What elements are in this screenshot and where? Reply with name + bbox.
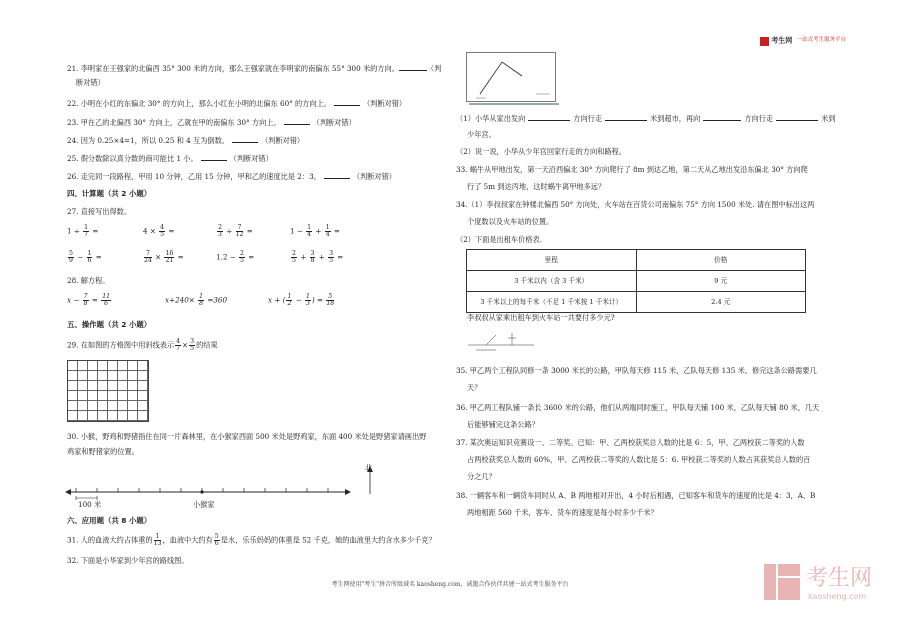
question-37-c: 分之几？ xyxy=(467,472,496,481)
q29-text-b: 的结果 xyxy=(196,340,218,350)
q23-text: 23. 甲在乙的北偏西 30° 方向上，乙就在甲的南偏东 30° 方向上。 xyxy=(67,118,281,127)
monkey-home-label: 小猴家 xyxy=(193,500,215,509)
answer-blank[interactable] xyxy=(284,117,310,125)
calc-item: $\frac{7}{24}$ × $\frac{16}{21}$ = xyxy=(144,250,184,265)
answer-blank[interactable] xyxy=(605,113,647,121)
scale-label: 100 米 xyxy=(78,500,102,509)
left-arrow-icon xyxy=(65,489,71,495)
question-34-a: 34.（1）李叔叔家在钟楼北偏西 50° 方向处，火车站在百货公司南偏东 75° 方向 1500 米处. 请在图中标出这两 xyxy=(456,200,815,209)
q25-tail: （判断对错） xyxy=(229,154,273,163)
question-28: 28. 解方程。 xyxy=(67,276,110,285)
equation-2: x+240× $\frac{1}{8}$ =360 xyxy=(165,293,228,308)
question-37-a: 37. 某次奥运知识竞赛设一、二等奖。已知：甲、乙两校获奖总人数的比是 6：5，甲、乙两校获二等奖的人数 xyxy=(456,438,805,447)
answer-blank[interactable] xyxy=(399,63,427,71)
table-cell: 9 元 xyxy=(636,271,806,292)
question-29: 29. 在如图的方格图中用斜线表示 $\frac{4}{7}$ × $\frac{3}{5}$ 的结果 xyxy=(67,338,218,353)
brand-logo-icon xyxy=(762,562,802,602)
map-sketch xyxy=(466,329,536,355)
question-26 xyxy=(67,171,396,182)
question-35-a: 35. 甲乙两个工程队同修一条 3000 米长的公路，甲队每天修 115 米，乙队每天修 135 米，修完这条公路需要几 xyxy=(456,366,817,375)
answer-blank[interactable] xyxy=(201,153,227,161)
question-38-b: 两地相距 560 千米，客车、货车的速度是每小时多少千米？ xyxy=(467,508,658,517)
question-24 xyxy=(67,135,304,146)
equation-3: x + ( $\frac{1}{2}$ − $\frac{1}{3}$ ) = $\frac{5}{18}$ xyxy=(268,293,335,308)
q32-1d: 方向行走 xyxy=(744,114,774,123)
question-30-a: 30. 小猴，野鸡和野猪指住在同一片森林里，在小猴家西面 500 米处是野鸡家，东面 400 米处是野猪家请画出野 xyxy=(67,432,427,441)
question-34-3: 李叔叔从家乘出租车到火车站一共要付多少元? xyxy=(467,313,615,322)
table-cell: 3 千米以内（含 3 千米） xyxy=(467,271,637,292)
calc-item: $\frac{5}{9}$ − $\frac{1}{6}$ = xyxy=(69,250,102,265)
q32-1e: 米到 xyxy=(821,114,836,123)
section-4-title: 四、计算题（共 2 小题） xyxy=(67,189,152,198)
q32-1c: 米到超市，再向 xyxy=(650,114,701,123)
calc-item: 1 ÷ $\frac{1}{7}$ = xyxy=(67,224,99,239)
question-31: 31. 人的血液大约占体重的 $\frac{1}{13}$ ，血液中大约有 $\frac{5}{6}$ 是水，乐乐妈妈的体重是 52 千克，她的血液里大约含水多少千克？ xyxy=(67,533,436,548)
logo-mark-icon xyxy=(760,37,769,46)
q21-tail2: 断对错） xyxy=(76,78,105,87)
q24-text: 24. 因为 0.25×4=1，所以 0.25 和 4 互为倒数。 xyxy=(67,136,229,145)
calc-item: 4 × $\frac{4}{5}$ = xyxy=(143,224,175,239)
q24-tail: （判断对错） xyxy=(260,136,305,145)
question-33-a: 33. 蜗牛从甲地出发，第一天沿西偏北 30° 方向爬行了 8m 到达乙地，第二天从乙地出发沿东偏北 30° 方向爬 xyxy=(456,165,808,174)
q21-text: 21. 李明家在王强家的北偏西 35° 300 米的方向，那么王强家就在李明家的南偏东 55° 300 米的方向。 xyxy=(67,64,399,73)
table-row xyxy=(467,292,806,313)
q26-tail: （判断对错） xyxy=(352,172,396,181)
question-33-b: 行了 5m 到达丙地，这时蜗牛离甲地多远？ xyxy=(467,182,606,191)
question-38-a: 38. 一辆客车和一辆货车同时从 A、B 两地相对开出，4 小时后相遇，已知客车和货车的速度的比是 4：3，A、B xyxy=(456,491,816,500)
q21-tail: （判 xyxy=(426,64,442,73)
question-25 xyxy=(67,153,273,164)
table-header-cell: 价格 xyxy=(636,250,806,271)
header-logo xyxy=(760,36,846,46)
question-27: 27. 直接写出得数。 xyxy=(67,207,132,216)
q31-text-b: ，血液中大约有 xyxy=(162,535,213,545)
question-34-2: （2）下面是出租车价格表. xyxy=(456,235,542,244)
q22-text: 22. 小明在小红的东偏北 30° 的方向上，那么小红在小明的北偏东 60° 的方向上。 xyxy=(67,99,331,108)
question-32: 32. 下面是小华家到少年宫的路线图。 xyxy=(67,556,189,565)
q23-tail: （判断对错） xyxy=(312,118,356,127)
brand-cn: 考生网 xyxy=(806,566,873,591)
calc-item: $\frac{2}{5}$ + $\frac{3}{8}$ + $\frac{3}{5}$ = xyxy=(292,250,344,265)
equation-1: x − $\frac{7}{8}$ = $\frac{11}{6}$ xyxy=(67,293,111,308)
question-30-b: 鸡家和野猪家的位置。 xyxy=(67,447,139,456)
q26-text: 26. 走完同一段路程，甲用 10 分钟，乙用 15 分钟，甲和乙的速度比是 2：3。 xyxy=(67,172,321,181)
question-32-1 xyxy=(456,113,836,124)
answer-blank[interactable] xyxy=(703,113,741,121)
right-arrow-icon xyxy=(345,489,351,495)
route-diagram xyxy=(466,52,556,102)
q31-text-c: 是水，乐乐妈妈的体重是 52 千克，她的血液里大约含水多少千克？ xyxy=(220,535,436,545)
fare-table xyxy=(466,249,806,313)
q25-text: 25. 假分数除以真分数的商可能比 1 小。 xyxy=(67,154,198,163)
answer-blank[interactable] xyxy=(528,113,570,121)
calc-item: 1 − $\frac{1}{4}$ + $\frac{1}{4}$ = xyxy=(290,224,340,239)
question-34-b: 个度数以及火车站的位置。 xyxy=(467,217,554,226)
table-cell: 3 千米以上的每千米（不足 1 千米按 1 千米计） xyxy=(467,292,637,313)
brand-watermark xyxy=(762,562,873,602)
table-cell: 2.4 元 xyxy=(636,292,806,313)
question-22 xyxy=(67,98,406,109)
table-header-row xyxy=(467,250,806,271)
question-21 xyxy=(67,63,441,74)
number-line-diagram xyxy=(64,462,374,512)
logo-text: 考生网 xyxy=(771,36,793,45)
question-32-2: （2）说一说，小华从少年宫回家行走的方向和路程。 xyxy=(456,147,626,156)
section-5-title: 五、操作题（共 2 小题） xyxy=(67,320,152,329)
calc-item: 1.2 − $\frac{2}{5}$ = xyxy=(216,250,255,265)
diagram-bar xyxy=(469,103,559,105)
question-23 xyxy=(67,117,356,128)
q32-1b: 方向行走 xyxy=(573,114,603,123)
answer-blank[interactable] xyxy=(776,113,818,121)
q32-1f: 少年宫。 xyxy=(467,130,496,139)
table-row xyxy=(467,271,806,292)
q29-text-a: 29. 在如图的方格图中用斜线表示 xyxy=(67,340,175,350)
q22-tail: （判断对错） xyxy=(362,99,407,108)
brand-en: kaosheng.com xyxy=(808,592,867,601)
answer-blank[interactable] xyxy=(232,135,258,143)
route-line xyxy=(480,62,522,94)
monkey-home-point xyxy=(200,490,203,493)
section-6-title: 六、应用题（共 8 小题） xyxy=(67,516,152,525)
question-35-b: 天？ xyxy=(467,383,482,392)
logo-slogan: 一站式考生服务平台 xyxy=(796,37,847,44)
answer-blank[interactable] xyxy=(334,98,360,106)
page-footer: 考生网使用"考生"拼音所级域名 kaosheng.com，诚邀合作伙伴共建一站式考生服务平台 xyxy=(331,581,569,588)
q32-1a: （1）小华从家出发向 xyxy=(456,114,526,123)
q31-text-a: 31. 人的血液大约占体重的 xyxy=(67,535,153,545)
north-label: 北 xyxy=(365,463,373,472)
question-37-b: 占两校获奖总人数的 60%，甲、乙两校获二等奖的人数比是 5：6. 甲校获二等奖的人数占其获奖总人数的百 xyxy=(467,455,811,464)
square-grid[interactable] xyxy=(67,360,149,422)
question-36-a: 36. 甲乙两工程队铺一条长 3600 米的公路，他们从两端同时施工，甲队每天铺 100 米，乙队每天铺 80 米，几天 xyxy=(456,403,820,412)
answer-blank[interactable] xyxy=(324,171,350,179)
question-36-b: 后能够铺完这条公路？ xyxy=(467,420,539,429)
table-header-cell: 里程 xyxy=(467,250,637,271)
calc-item: $\frac{2}{3}$ ÷ $\frac{7}{12}$ = xyxy=(218,224,253,239)
